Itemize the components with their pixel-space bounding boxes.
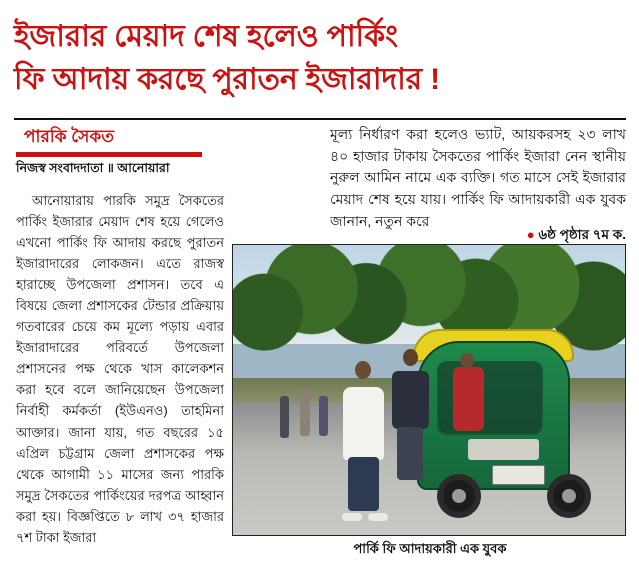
bullet-icon: ●	[526, 227, 535, 242]
section-kicker: পারকি সৈকত	[24, 127, 115, 146]
article-paragraph: মূল্য নির্ধারণ করা হলেও ভ্যাট, আয়করসহ ২৩ লাখ ৪০ হাজার টাকায় সৈকতের পার্কিং ইজারা নেন স্থানীয় নুরুল আমিন নামে এক ব্যক্তি। গত মাসে সেই ইজারার মেয়াদ শেষ হয়ে যায়। পার্কিং ফি আদায়কারী এক যুবক জানান, নতুন করে	[330, 126, 626, 229]
kicker-underline	[16, 152, 202, 157]
photo-person-head	[355, 361, 371, 379]
article-photo	[232, 244, 626, 536]
photo-standing-man	[339, 361, 390, 521]
photo-person-shoe	[368, 513, 388, 521]
photo-pedestrian	[319, 396, 328, 436]
photo-vehicle-wheel	[437, 474, 481, 518]
byline: নিজস্ব সংবাদদাতা ॥ আনোয়ারা	[16, 161, 170, 175]
photo-pedestrian	[300, 390, 310, 436]
photo-vehicle-wheel	[547, 474, 591, 518]
photo-pedestrian	[280, 396, 289, 438]
photo-person-pants	[348, 457, 379, 511]
photo-vehicle-grill	[468, 439, 539, 459]
article-left-column	[16, 190, 224, 550]
photo-vehicle-plate	[492, 465, 545, 484]
headline-divider	[14, 118, 626, 120]
article-right-column	[330, 124, 626, 232]
photo-person-shirt	[392, 371, 429, 430]
photo-man-in-doorway	[390, 349, 433, 482]
article-paragraph: আনোয়ারায় পারকি সমুদ্র সৈকতের পার্কিং ইজারার মেয়াদ শেষ হয়ে গেলেও এখনো পার্কিং ফি আদায় করছে পুরাতন ইজারাদারের লোকজন। এতে রাজস্ব হারাচ্ছে উপজেলা প্রশাসন। তবে এ বিষয়ে জেলা প্রশাসকের টেন্ডার প্রক্রিয়ায় গতবারের চেয়ে কম মূল্যে পড়ায় এবার ইজারাদারের পরিবর্তে উপজেলা প্রশাসনের পক্ষ থেকে খাস কালেকশন করা হবে বলে জানিয়েছেন উপজেলা নির্বাহী কর্মকর্তা (ইউএনও) তাহমিনা আক্তার। জানা যায়, গত বছরের ১৫ এপ্রিল চট্টগ্রাম জেলা প্রশাসকের পক্ষ থেকে আগামী ১১ মাসের জন্য পারকি সমুদ্র সৈকতের পার্কিংয়ের দরপত্র আহ্বান করা হয়। বিজ্ঞপ্তিতে ৮ লাখ ৩৭ হাজার ৭শ টাকা ইজারা	[16, 193, 224, 545]
photo-person-shoe	[342, 513, 362, 521]
headline-line-2: ফি আদায় করছে পুরাতন ইজারাদার !	[14, 62, 440, 96]
continuation-text: ৬ষ্ঠ পৃষ্ঠার ৭ম ক.	[538, 227, 626, 242]
photo-caption: পার্কি ফি আদায়কারী এক যুবক	[353, 541, 507, 556]
photo-person-shirt	[343, 387, 384, 460]
photo-person-head	[403, 349, 418, 366]
photo-person-pants	[397, 427, 424, 480]
page-title	[14, 16, 626, 101]
headline-line-1: ইজারার মেয়াদ শেষ হলেও পার্কিং	[14, 20, 398, 53]
photo-passenger	[453, 367, 484, 431]
photo-scene	[233, 245, 625, 535]
